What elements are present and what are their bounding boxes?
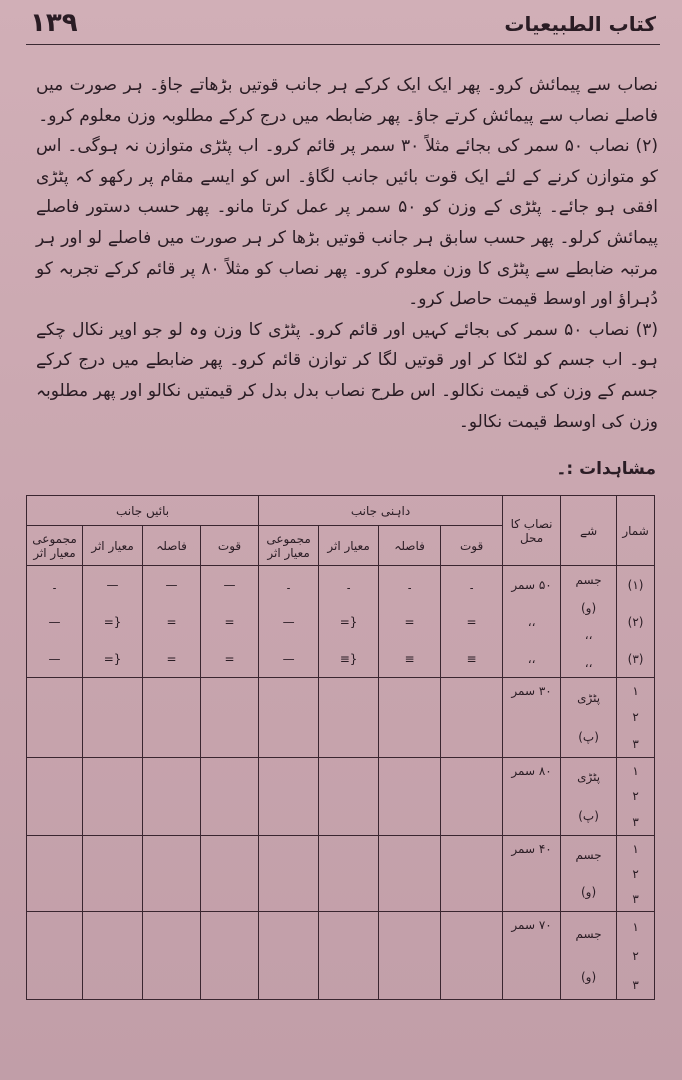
empty-cell [83,836,143,912]
empty-cell [319,836,379,912]
empty-cell [441,836,503,912]
col-header-right-total: مجموعی معیار اثر [259,526,319,566]
empty-cell [441,678,503,758]
col-header-left-force: قوت [201,526,259,566]
empty-cell [83,758,143,836]
col-header-left-side: بائیں جانب [27,496,259,526]
right-force-cell: ۔ = ≡ [441,566,503,678]
right-total-cell: ۔ — — [259,566,319,678]
empty-cell [27,912,83,1000]
empty-cell [259,678,319,758]
empty-cell [201,758,259,836]
paragraph: (۳) نصاب ۵۰ سمر کی بجائے کہیں اور قائم کرو۔ پٹڑی کا وزن وہ لو جو اوپر نکال چکے ہو۔ اب جسم کو لٹکا کر اور قوتیں لگا کر توازن قائم کرو۔ پھر ضابطے میں درج کرکے جسم کے وزن کی قیمت نکالو۔ اس طرح نصاب بدل بدل کر قیمتیں نکالو اور پھر مطلوبہ وزن کی اوسط قیمت نکالو۔ [36,319,658,432]
empty-cell [83,912,143,1000]
col-header-object: شے [561,496,617,566]
col-header-right-moment: معیار اثر [319,526,379,566]
table-row [27,912,655,1000]
right-distance-cell: ۔ = ≡ [379,566,441,678]
empty-cell [201,678,259,758]
left-distance-cell: — = = [143,566,201,678]
observations-heading: مشاہدات :۔ [556,459,656,479]
empty-cell [27,836,83,912]
fulcrum-cell: ۷۰ سمر [503,912,561,1000]
fulcrum-cell: ۳۰ سمر [503,678,561,758]
paragraph: (۲) نصاب ۵۰ سمر کی بجائے مثلاً ۳۰ سمر پر قائم کرو۔ اب پٹڑی متوازن نہ ہوگی۔ اس کو متوازن کرنے کے لئے ایک قوت بائیں جانب لگاؤ۔ اس کو ایسے مقام پر رکھو کہ پٹڑی افقی ہو جائے۔ پٹڑی کے وزن کو ۵۰ سمر پر عمل کرتا مانو۔ پھر حسب دستور فاصلے پیمائش کرلو۔ پھر حسب سابق ہر جانب قوتیں بڑھا کر ہر صورت میں فاصلے لو اور ہر مرتبہ ضابطے سے پٹڑی کا وزن معلوم کرو۔ پھر نصاب کو مثلاً ۸۰ پر قائم کرکے تجربہ کو دُہراؤ اور اوسط قیمت حاصل کرو۔ [36,136,658,310]
object-cell: جسم (و) [561,912,617,1000]
empty-cell [83,678,143,758]
table-row [27,678,655,758]
empty-cell [259,912,319,1000]
object-cell: پٹڑی (پ) [561,758,617,836]
empty-cell [379,836,441,912]
left-total-cell: ۔ — — [27,566,83,678]
table-row [27,758,655,836]
paragraph: نصاب سے پیمائش کرو۔ پھر ایک ایک کرکے ہر جانب قوتیں بڑھاتے جاؤ۔ ہر صورت میں فاصلے نصاب سے پیمائش کرتے جاؤ۔ پھر ضابطہ میں درج کرکے مطلوبہ وزن معلوم کرو۔ [36,75,658,126]
empty-cell [143,836,201,912]
empty-cell [143,678,201,758]
empty-cell [201,836,259,912]
fulcrum-cell: ۸۰ سمر [503,758,561,836]
empty-cell [259,836,319,912]
table-row [27,566,655,678]
empty-cell [379,678,441,758]
fulcrum-cell: ۴۰ سمر [503,836,561,912]
object-cell: جسم (و) [561,836,617,912]
col-header-fulcrum: نصاب کا محل [503,496,561,566]
col-header-left-moment: معیار اثر [83,526,143,566]
page-number: ۱۳۹ [30,8,78,38]
fulcrum-cell: ۵۰ سمر ،، ،، [503,566,561,678]
header-divider [26,44,660,45]
col-header-left-distance: فاصلہ [143,526,201,566]
empty-cell [259,758,319,836]
empty-cell [441,912,503,1000]
book-title: کتاب الطبیعیات [504,12,656,36]
serial-cell: ۱ ۲ ۳ [617,758,655,836]
empty-cell [27,758,83,836]
col-header-right-distance: فاصلہ [379,526,441,566]
empty-cell [379,912,441,1000]
right-moment-cell: ۔ {= {≡ [319,566,379,678]
col-header-right-side: داہنی جانب [259,496,503,526]
observation-table [26,495,655,1000]
serial-cell: (۱) (۲) (۳) [617,566,655,678]
left-moment-cell: — {= {= [83,566,143,678]
empty-cell [319,758,379,836]
serial-cell: ۱ ۲ ۳ [617,678,655,758]
serial-cell: ۱ ۲ ۳ [617,836,655,912]
col-header-serial: شمار [617,496,655,566]
empty-cell [201,912,259,1000]
col-header-left-total: مجموعی معیار اثر [27,526,83,566]
empty-cell [379,758,441,836]
page-header [0,0,682,52]
empty-cell [319,678,379,758]
left-force-cell: — = = [201,566,259,678]
empty-cell [27,678,83,758]
body-text [36,70,658,437]
serial-cell: ۱ ۲ ۳ [617,912,655,1000]
empty-cell [319,912,379,1000]
object-cell: پٹڑی (پ) [561,678,617,758]
empty-cell [143,758,201,836]
observation-table-wrap [26,495,654,1000]
col-header-right-force: قوت [441,526,503,566]
empty-cell [441,758,503,836]
table-row [27,836,655,912]
object-cell: جسم (و) ،، ،، [561,566,617,678]
empty-cell [143,912,201,1000]
